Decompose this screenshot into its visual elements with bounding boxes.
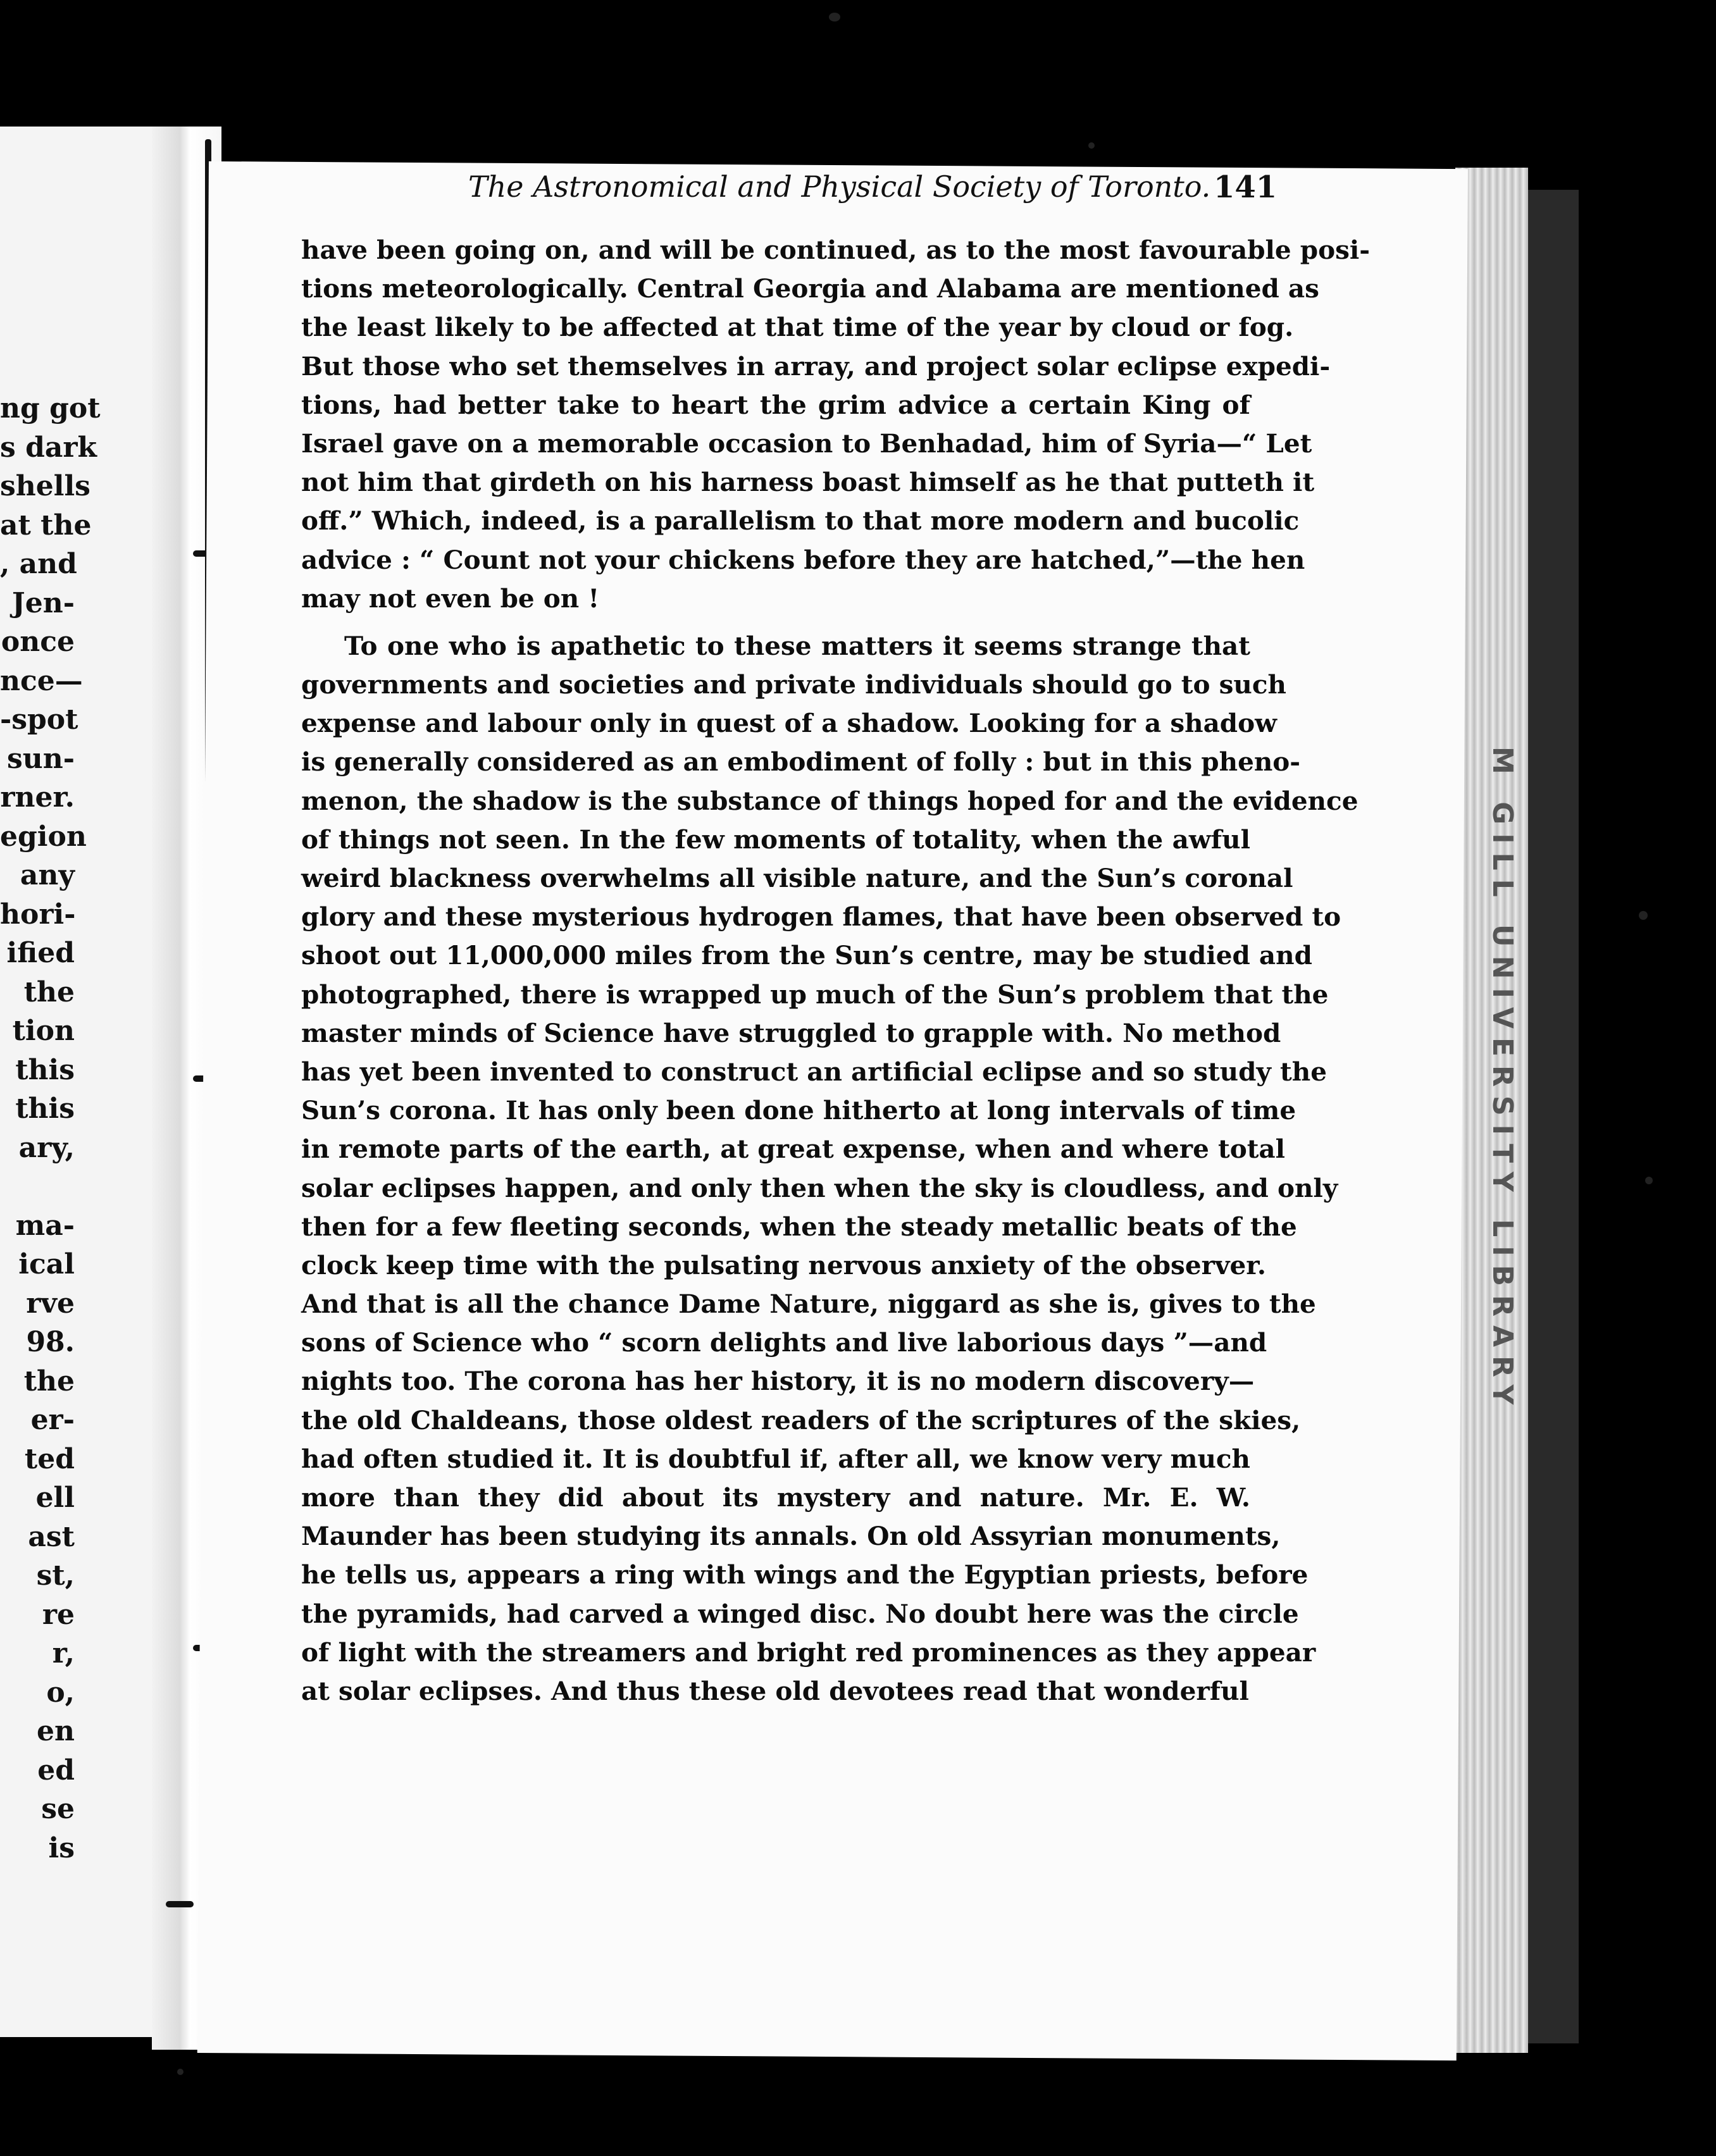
left-page-text-fragments xyxy=(0,389,101,1868)
text-line: not him that girdeth on his harness boast himself as he that putteth it xyxy=(301,467,1315,498)
left-page-line: tion xyxy=(12,1015,75,1047)
text-line: expense and labour only in quest of a shadow. Looking for a shadow xyxy=(301,708,1278,739)
text-line: he tells us, appears a ring with wings and the Egyptian priests, before xyxy=(301,1559,1309,1590)
left-page-line: ified xyxy=(6,937,75,969)
left-page-line: st, xyxy=(36,1559,75,1592)
text-line: the pyramids, had carved a winged disc. No doubt here was the circle xyxy=(301,1598,1299,1629)
left-page-line: rve xyxy=(26,1287,75,1320)
text-line: clock keep time with the pulsating nervous anxiety of the observer. xyxy=(301,1249,1266,1280)
left-page-line: ng got xyxy=(0,392,101,424)
text-line: of light with the streamers and bright red prominences as they appear xyxy=(301,1637,1316,1668)
text-line: Maunder has been studying its annals. On old Assyrian monuments, xyxy=(301,1521,1281,1552)
left-page-line: ary, xyxy=(18,1131,75,1164)
left-page-line: this xyxy=(15,1093,75,1125)
left-page-line: re xyxy=(42,1598,75,1631)
left-page-line: sun- xyxy=(6,742,75,775)
text-line: And that is all the chance Dame Nature, niggard as she is, gives to the xyxy=(301,1289,1316,1320)
running-title: The Astronomical and Physical Society of Toronto. xyxy=(468,170,1211,204)
text-line: is generally considered as an embodiment of folly : but in this pheno- xyxy=(301,747,1301,778)
text-line: the least likely to be affected at that time of the year by cloud or fog. xyxy=(301,312,1294,343)
left-page-line: ical xyxy=(18,1248,75,1280)
text-line: had often studied it. It is doubtful if, after all, we know very much xyxy=(301,1443,1250,1474)
scan-speck xyxy=(1639,911,1648,920)
paragraph xyxy=(301,627,1358,1711)
left-page-line: once xyxy=(1,626,75,658)
text-line: But those who set themselves in array, and project solar eclipse expedi- xyxy=(301,350,1331,381)
left-page-line: ma- xyxy=(15,1209,75,1242)
left-page-line: en xyxy=(37,1715,75,1747)
left-page-line: the xyxy=(23,976,75,1008)
left-page-line: egion xyxy=(0,820,87,853)
text-line: glory and these mysterious hydrogen flames, that have been observed to xyxy=(301,901,1341,932)
left-page-line xyxy=(0,1167,75,1206)
left-page-line: -spot xyxy=(0,703,78,736)
text-line: has yet been invented to construct an artificial eclipse and so study the xyxy=(301,1056,1327,1087)
left-page-line: o, xyxy=(46,1676,75,1709)
left-page-line: , and xyxy=(0,548,77,580)
binding-stitch xyxy=(166,1901,194,1907)
left-page-line: ted xyxy=(24,1442,75,1475)
left-page-line: shells xyxy=(0,470,90,502)
text-line: sons of Science who “ scorn delights and live laborious days ”—and xyxy=(301,1327,1267,1358)
scan-speck xyxy=(177,2069,183,2075)
text-line: shoot out 11,000,000 miles from the Sun’s centre, may be studied and xyxy=(301,940,1312,971)
left-page-line: er- xyxy=(30,1404,75,1436)
book-cover-edge xyxy=(1528,190,1579,2043)
left-page-line: 98. xyxy=(26,1326,75,1358)
text-line: may not even be on ! xyxy=(301,583,600,614)
text-line: Sun’s corona. It has only been done hitherto at long intervals of time xyxy=(301,1095,1296,1126)
left-page-line: rner. xyxy=(0,781,75,814)
left-page-line: hori- xyxy=(0,898,76,931)
text-line: solar eclipses happen, and only then when the sky is cloudless, and only xyxy=(301,1172,1338,1203)
scan-speck xyxy=(1645,1177,1653,1184)
left-page-line: r, xyxy=(52,1637,75,1670)
left-page-line: the xyxy=(23,1365,75,1397)
left-page-line: Jen- xyxy=(11,586,75,619)
library-stamp: M GILL UNIVERSITY LIBRARY xyxy=(1486,747,1519,1414)
text-line: menon, the shadow is the substance of things hoped for and the evidence xyxy=(301,785,1358,816)
text-line: weird blackness overwhelms all visible nature, and the Sun’s coronal xyxy=(301,863,1293,893)
left-page-line: s dark xyxy=(0,431,97,464)
text-line: advice : “ Count not your chickens before they are hatched,”—the hen xyxy=(301,544,1305,575)
text-line: governments and societies and private individuals should go to such xyxy=(301,669,1286,700)
text-line: then for a few fleeting seconds, when the steady metallic beats of the xyxy=(301,1211,1297,1242)
text-line: of things not seen. In the few moments of totality, when the awful xyxy=(301,824,1250,855)
scan-speck xyxy=(1088,142,1095,149)
text-line: in remote parts of the earth, at great expense, when and where total xyxy=(301,1134,1286,1165)
left-page-line: is xyxy=(48,1831,75,1864)
page-number: 141 xyxy=(1214,170,1278,205)
text-line: To one who is apathetic to these matters it seems strange that xyxy=(344,630,1250,661)
paragraph xyxy=(301,231,1371,618)
text-line: tions meteorologically. Central Georgia and Alabama are mentioned as xyxy=(301,273,1319,304)
left-page-line: se xyxy=(41,1793,75,1825)
left-page-line: ast xyxy=(28,1520,75,1553)
left-page-line: ell xyxy=(35,1482,75,1514)
text-line: nights too. The corona has her history, it is no modern discovery— xyxy=(301,1366,1255,1397)
body-text xyxy=(301,231,1371,1711)
left-page-line: this xyxy=(15,1053,75,1086)
text-line: the old Chaldeans, those oldest readers of the scriptures of the skies, xyxy=(301,1404,1301,1435)
text-line: master minds of Science have struggled to grapple with. No method xyxy=(301,1017,1281,1048)
text-line: Israel gave on a memorable occasion to Benhadad, him of Syria—“ Let xyxy=(301,428,1312,459)
text-line: at solar eclipses. And thus these old devotees read that wonderful xyxy=(301,1675,1249,1706)
text-line: photographed, there is wrapped up much of the Sun’s problem that the xyxy=(301,979,1329,1010)
left-page-line: any xyxy=(20,859,75,891)
left-page-line: ed xyxy=(37,1754,75,1787)
text-line: have been going on, and will be continued, as to the most favourable posi- xyxy=(301,235,1371,265)
left-page-line: at the xyxy=(0,509,92,542)
text-line: more than they did about its mystery and nature. Mr. E. W. xyxy=(301,1482,1250,1513)
text-line: off.” Which, indeed, is a parallelism to that more modern and bucolic xyxy=(301,505,1300,536)
running-header xyxy=(253,170,1278,220)
text-line: tions, had better take to heart the grim advice a certain King of xyxy=(301,389,1250,420)
left-page-line: nce— xyxy=(0,664,83,697)
scan-speck xyxy=(829,13,840,22)
